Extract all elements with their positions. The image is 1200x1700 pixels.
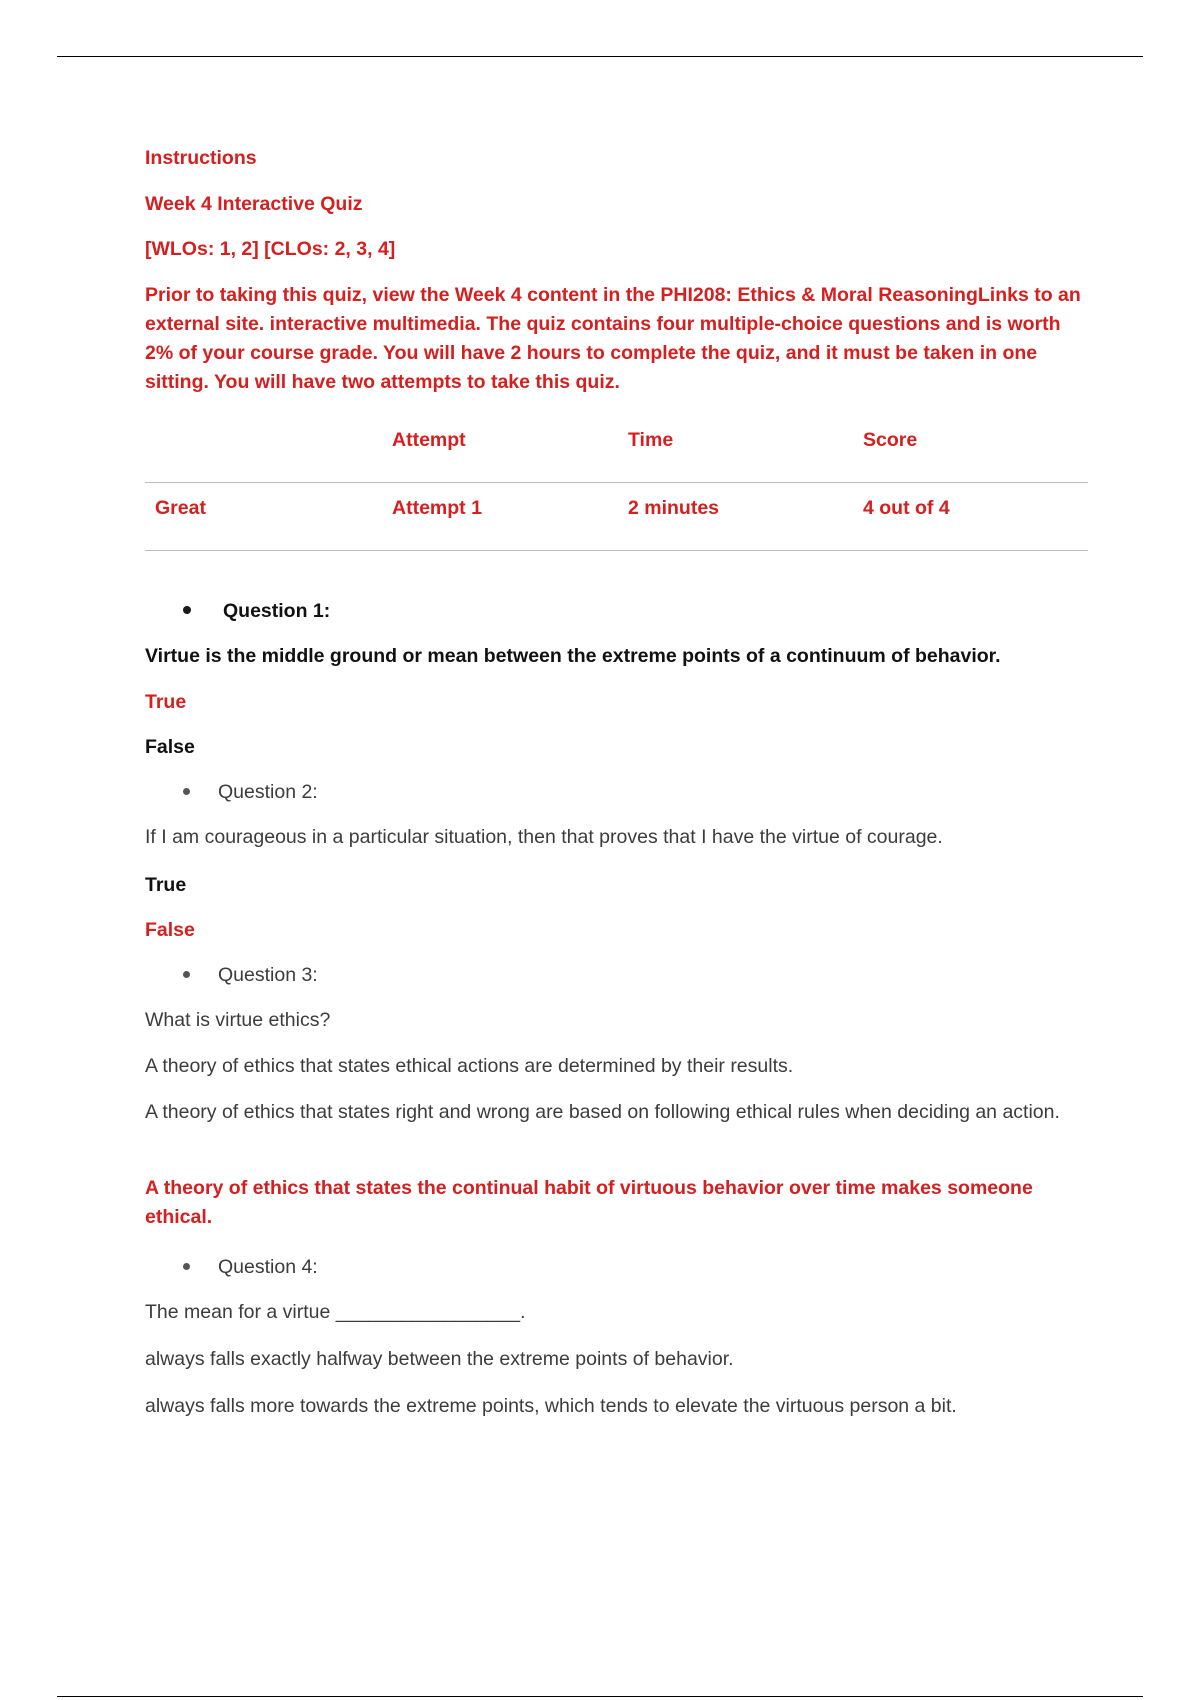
page-bottom-rule (57, 1696, 1143, 1697)
table-bottom-divider (145, 550, 1088, 551)
bullet-icon (183, 1263, 190, 1270)
question-2-option-false: False (145, 919, 195, 941)
question-2-option-true: True (145, 874, 187, 896)
quiz-title: Week 4 Interactive Quiz (145, 193, 363, 215)
question-2-label: Question 2: (218, 781, 318, 803)
learning-outcomes: [WLOs: 1, 2] [CLOs: 2, 3, 4] (145, 238, 396, 260)
table-header-time: Time (628, 429, 674, 451)
question-3-label: Question 3: (218, 964, 318, 986)
table-divider (145, 482, 1088, 483)
bullet-icon (183, 788, 190, 795)
table-cell-score: 4 out of 4 (863, 497, 950, 519)
question-1-label: Question 1: (223, 600, 331, 622)
question-4-label: Question 4: (218, 1256, 318, 1278)
table-cell-attempt: Attempt 1 (392, 497, 482, 519)
bullet-icon (183, 606, 191, 614)
instructions-label: Instructions (145, 147, 257, 169)
question-1-prompt: Virtue is the middle ground or mean between the extreme points of a continuum of behavior. (145, 645, 1001, 667)
question-2-prompt: If I am courageous in a particular situation, then that proves that I have the virtue of courage. (145, 826, 943, 848)
table-header-attempt: Attempt (392, 429, 466, 451)
question-3-option-c: A theory of ethics that states the continual habit of virtuous behavior over time makes someone ethical. (145, 1177, 1033, 1228)
bullet-icon (183, 971, 190, 978)
question-4-prompt: The mean for a virtue _________________. (145, 1301, 526, 1323)
question-1-option-true: True (145, 691, 187, 713)
question-3-option-b: A theory of ethics that states right and wrong are based on following ethical rules when deciding an action. (145, 1101, 1060, 1123)
table-header-score: Score (863, 429, 918, 451)
question-4-option-a: always falls exactly halfway between the extreme points of behavior. (145, 1348, 734, 1370)
question-3-option-a: A theory of ethics that states ethical actions are determined by their results. (145, 1055, 794, 1077)
question-3-prompt: What is virtue ethics? (145, 1009, 331, 1031)
quiz-description: Prior to taking this quiz, view the Week 4 content in the PHI208: Ethics & Moral ReasoningLinks to an external site. interactive multimedia. The quiz contains four multiple-choice questions and is worth 2% of your course grade. You will have 2 hours to complete the quiz, and it must be taken in one sitting. You will have two attempts to take this quiz. (145, 284, 1081, 393)
table-cell-rating: Great (155, 497, 206, 519)
question-4-option-b: always falls more towards the extreme points, which tends to elevate the virtuous person a bit. (145, 1395, 957, 1417)
table-cell-time: 2 minutes (628, 497, 720, 519)
page-top-rule (57, 56, 1143, 57)
question-1-option-false: False (145, 736, 195, 758)
attempts-table (145, 420, 1088, 552)
